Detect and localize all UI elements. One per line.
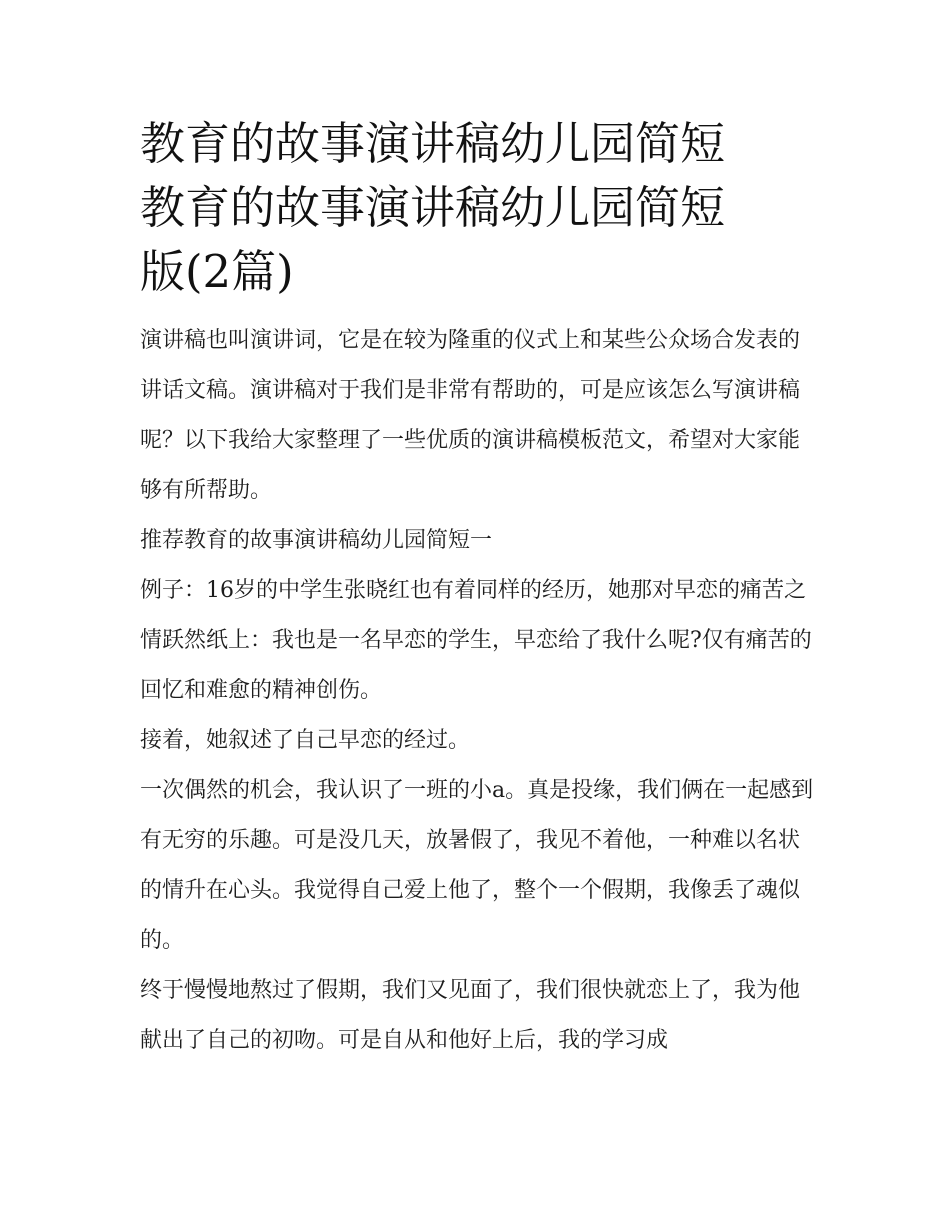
document-title <box>140 112 820 304</box>
title-line-3: 版(2篇) <box>140 245 294 298</box>
paragraph-continuation: 终于慢慢地熬过了假期，我们又见面了，我们很快就恋上了，我为他献出了自己的初吻。可是自从和他好上后，我的学习成 <box>140 978 801 1053</box>
section-heading: 推荐教育的故事演讲稿幼儿园简短一 <box>140 528 493 553</box>
document-body <box>140 316 820 1066</box>
paragraph-story: 一次偶然的机会，我认识了一班的小a。真是投缘，我们俩在一起感到有无穷的乐趣。可是没几天，放暑假了，我见不着他，一种难以名状的情升在心头。我觉得自己爱上他了，整个一个假期，我像丢了魂似的。 <box>140 778 814 953</box>
paragraph-example: 例子：16岁的中学生张晓红也有着同样的经历，她那对早恋的痛苦之情跃然纸上：我也是一名早恋的学生，早恋给了我什么呢?仅有痛苦的回忆和难愈的精神创伤。 <box>140 578 812 703</box>
title-line-2: 教育的故事演讲稿幼儿园简短 <box>140 181 726 234</box>
paragraph-intro: 演讲稿也叫演讲词，它是在较为隆重的仪式上和某些公众场合发表的讲话文稿。演讲稿对于我们是非常有帮助的，可是应该怎么写演讲稿呢？以下我给大家整理了一些优质的演讲稿模板范文，希望对大家能够有所帮助。 <box>140 328 801 503</box>
paragraph-narration: 接着，她叙述了自己早恋的经过。 <box>140 728 471 753</box>
document-content <box>140 112 820 1066</box>
title-line-1: 教育的故事演讲稿幼儿园简短 <box>140 117 726 170</box>
